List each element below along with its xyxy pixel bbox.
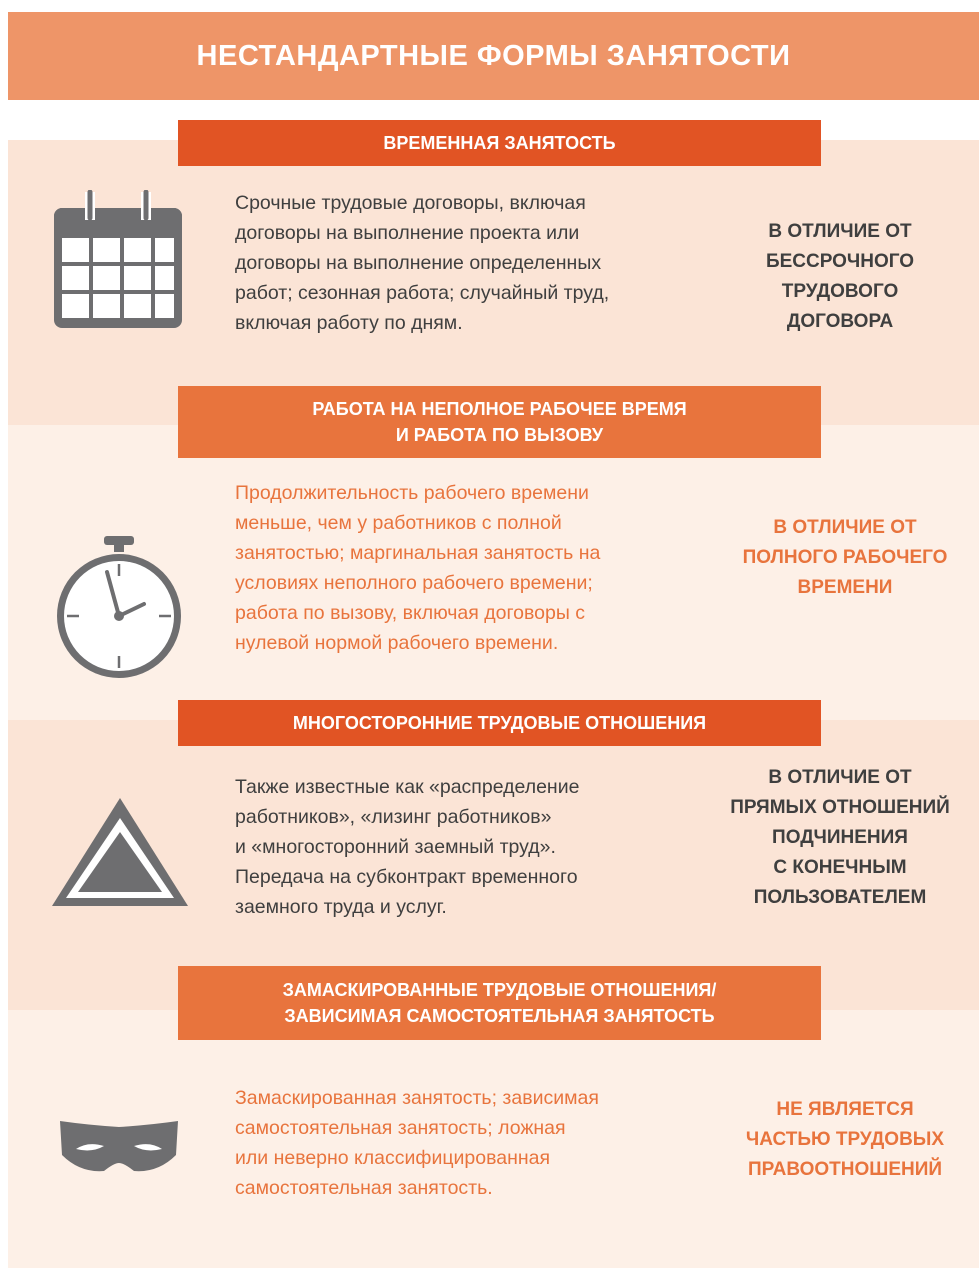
contrast-line: ПОЛНОГО РАБОЧЕГО xyxy=(742,547,948,568)
description-line: Продолжительность рабочего времени xyxy=(235,482,589,504)
description-line: или неверно классифицированная xyxy=(235,1147,551,1169)
description-line: самостоятельная занятость. xyxy=(235,1177,493,1199)
description-line: Замаскированная занятость; зависимая xyxy=(235,1087,599,1109)
contrast-line: В ОТЛИЧИЕ ОТ xyxy=(773,517,917,538)
description-line: договоры на выполнение проекта или xyxy=(235,222,580,244)
contrast-line: ПРЯМЫХ ОТНОШЕНИЙ xyxy=(730,797,950,818)
section-heading-part-time xyxy=(178,386,821,458)
contrast-note-disguised xyxy=(720,1095,970,1185)
heading-line: И РАБОТА ПО ВЫЗОВУ xyxy=(395,425,604,445)
description-line: самостоятельная занятость; ложная xyxy=(235,1117,566,1139)
triangle-icon xyxy=(50,796,190,908)
description-line: Передача на субконтракт временного xyxy=(235,866,578,888)
contrast-line: ТРУДОВОГО xyxy=(781,281,899,302)
calendar-icon xyxy=(52,190,184,330)
contrast-line: ПОЛЬЗОВАТЕЛЕМ xyxy=(753,887,927,908)
description-line: условиях неполного рабочего времени; xyxy=(235,572,593,594)
heading-line: РАБОТА НА НЕПОЛНОЕ РАБОЧЕЕ ВРЕМЯ xyxy=(312,399,687,419)
contrast-note-temporary xyxy=(740,217,940,337)
contrast-line: ЧАСТЬЮ ТРУДОВЫХ xyxy=(745,1129,945,1150)
mask-icon xyxy=(58,1115,180,1177)
heading-line: ЗАВИСИМАЯ САМОСТОЯТЕЛЬНАЯ ЗАНЯТОСТЬ xyxy=(284,1006,715,1026)
description-line: Срочные трудовые договоры, включая xyxy=(235,192,586,214)
heading-line: ЗАМАСКИРОВАННЫЕ ТРУДОВЫЕ ОТНОШЕНИЯ/ xyxy=(282,980,717,1000)
section-heading-multiparty xyxy=(178,700,821,746)
contrast-line: ПОДЧИНЕНИЯ xyxy=(772,827,908,848)
contrast-note-multiparty xyxy=(705,763,975,913)
section-heading-temporary xyxy=(178,120,821,166)
stopwatch-icon xyxy=(52,532,186,682)
description-line: заемного труда и услуг. xyxy=(235,896,447,918)
section-description-multiparty xyxy=(235,772,705,922)
section-description-temporary xyxy=(235,188,705,338)
contrast-line: ДОГОВОРА xyxy=(786,311,894,332)
description-line: нулевой нормой рабочего времени. xyxy=(235,632,559,654)
contrast-note-part-time xyxy=(720,513,970,603)
header-banner xyxy=(8,12,979,100)
description-line: работников», «лизинг работников» xyxy=(235,806,552,828)
section-description-part-time xyxy=(235,478,705,658)
contrast-line: НЕ ЯВЛЯЕТСЯ xyxy=(776,1099,914,1120)
description-line: занятостью; маргинальная занятость на xyxy=(235,542,601,564)
contrast-line: С КОНЕЧНЫМ xyxy=(773,857,907,878)
description-line: включая работу по дням. xyxy=(235,312,463,334)
contrast-line: ВРЕМЕНИ xyxy=(797,577,893,598)
section-heading-disguised xyxy=(178,966,821,1040)
contrast-line: В ОТЛИЧИЕ ОТ xyxy=(768,767,912,788)
contrast-line: ПРАВООТНОШЕНИЙ xyxy=(747,1159,943,1180)
description-line: меньше, чем у работников с полной xyxy=(235,512,562,534)
description-line: договоры на выполнение определенных xyxy=(235,252,602,274)
section-description-disguised xyxy=(235,1083,705,1203)
description-line: и «многосторонний заемный труд». xyxy=(235,836,556,858)
description-line: Также известные как «распределение xyxy=(235,776,580,798)
contrast-line: В ОТЛИЧИЕ ОТ xyxy=(768,221,912,242)
description-line: работ; сезонная работа; случайный труд, xyxy=(235,282,610,304)
description-line: работа по вызову, включая договоры с xyxy=(235,602,586,624)
heading-line: ВРЕМЕННАЯ ЗАНЯТОСТЬ xyxy=(383,133,616,153)
contrast-line: БЕССРОЧНОГО xyxy=(765,251,915,272)
page-title: НЕСТАНДАРТНЫЕ ФОРМЫ ЗАНЯТОСТИ xyxy=(196,39,791,72)
heading-line: МНОГОСТОРОННИЕ ТРУДОВЫЕ ОТНОШЕНИЯ xyxy=(292,713,707,733)
